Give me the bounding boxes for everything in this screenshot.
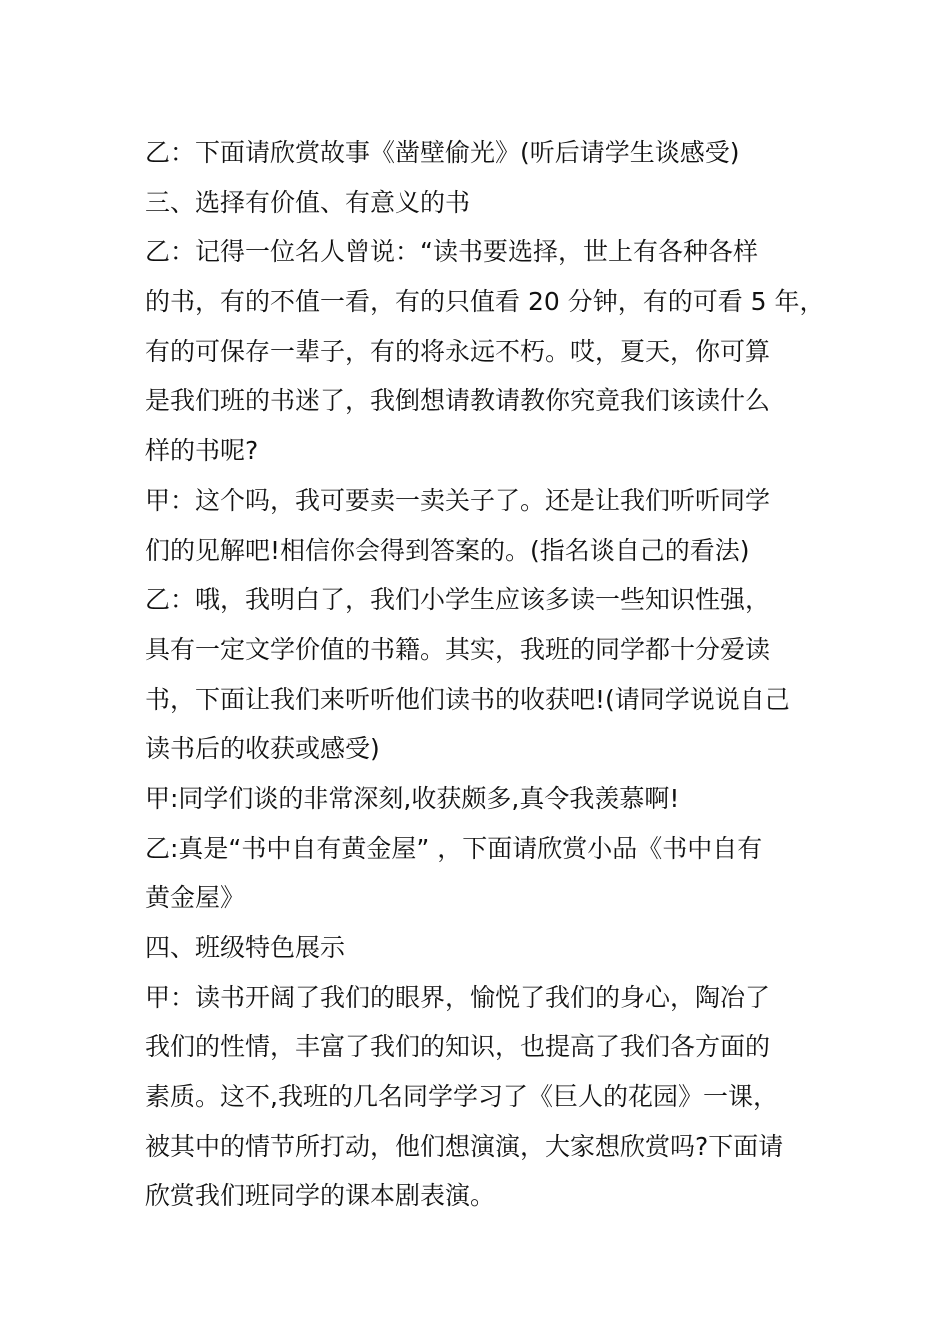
text-line: 乙：记得一位名人曾说：“读书要选择，世上有各种各样 [145, 237, 758, 267]
document-body [145, 128, 825, 1221]
text-line: 甲：读书开阔了我们的眼界，愉悦了我们的身心，陶冶了 [145, 982, 771, 1012]
text-line: 我们的性情，丰富了我们的知识，也提高了我们各方面的 [145, 1032, 771, 1062]
text-line: 的书，有的不值一看，有的只值看 20 分钟，有的可看 5 年， [145, 287, 825, 317]
text-line: 们的见解吧!相信你会得到答案的。(指名谈自己的看法) [145, 535, 750, 565]
text-line: 样的书呢? [145, 436, 259, 466]
text-line: 读书后的收获或感受) [145, 734, 380, 764]
text-line: 乙：哦，我明白了，我们小学生应该多读一些知识性强， [145, 585, 771, 615]
text-line: 欣赏我们班同学的课本剧表演。 [145, 1181, 496, 1211]
text-line: 甲:同学们谈的非常深刻,收获颇多,真令我羡慕啊! [145, 783, 680, 813]
text-line: 甲：这个吗，我可要卖一卖关子了。还是让我们听听同学 [145, 485, 771, 515]
text-line: 书，下面让我们来听听他们读书的收获吧!(请同学说说自己 [145, 684, 790, 714]
text-line: 乙:真是“书中自有黄金屋” ，下面请欣赏小品《书中自有 [145, 833, 763, 863]
section-heading: 四、班级特色展示 [145, 933, 346, 962]
text-line: 有的可保存一辈子，有的将永远不朽。哎，夏天，你可算 [145, 336, 771, 366]
text-line: 具有一定文学价值的书籍。其实，我班的同学都十分爱读 [145, 634, 771, 664]
text-line: 被其中的情节所打动，他们想演演，大家想欣赏吗?下面请 [145, 1131, 784, 1161]
text-line: 素质。这不,我班的几名同学学习了《巨人的花园》一课， [145, 1082, 778, 1112]
text-line: 黄金屋》 [145, 883, 246, 913]
text-line: 乙：下面请欣赏故事《凿壁偷光》(听后请学生谈感受) [145, 138, 740, 167]
text-line: 是我们班的书迷了，我倒想请教请教你究竟我们该读什么 [145, 386, 771, 416]
section-heading: 三、选择有价值、有意义的书 [145, 187, 471, 217]
